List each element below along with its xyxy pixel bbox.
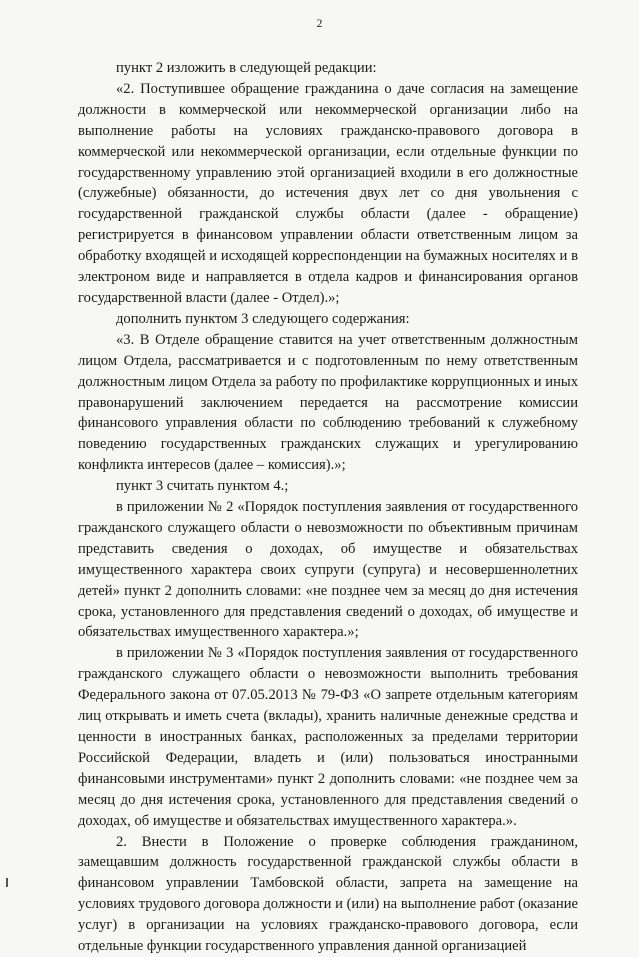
paragraph-appendix-3: в приложении № 3 «Порядок поступления заявления от государственного гражданского служащего области о невозможности выполнить требования Федерального закона от 07.05.2013 № 79-ФЗ «О запрете отдельным категориям лиц открывать и иметь счета (вклады), хранить наличные денежные средства и ценности в иностранных банках, расположенных за пределами территории Российской Федерации, владеть и (или) пользоваться иностранными финансовыми инструментами» пункт 2 дополнить словами: «не позднее чем за месяц до дня истечения срока, установленного для представления сведений о доходах, об имуществе и обязательствах имущественного характера.». [78,645,578,829]
document-body [78,58,578,957]
paragraph-clause-2-text: «2. Поступившее обращение гражданина о даче согласия на замещение должности в коммерческой или некоммерческой организации либо на выполнение работы на условиях гражданско-правового договора в коммерческой или некоммерческой организации, если отдельные функции по государственному управлению этой организацией входили в его должностные (служебные) обязанности, до истечения двух лет со дня увольнения с государственной гражданской службы области (далее - обращение) регистрируется в финансовом управлении области ответственным лицом за обработку входящей и исходящей корреспонденции на бумажных носителях и в электроном виде и направляется в отдела кадров и финансирования органов государственной власти (далее - Отдел).»; [78,80,578,306]
paragraph-clause-3-intro: дополнить пунктом 3 следующего содержания: [116,310,410,327]
paragraph-renumber: пункт 3 считать пунктом 4.; [116,478,289,495]
scan-margin-mark [6,878,8,887]
paragraph-clause-2-intro: пункт 2 изложить в следующей редакции: [116,60,377,76]
paragraph-clause-3-text: «3. В Отделе обращение ставится на учет ответственным должностным лицом Отдела, рассматривается и с подготовленным по нему ответственным должностным лицом Отдела за работу по профилактике коррупционных и иных правонарушений заключением передается на рассмотрение комиссии финансового управления области по соблюдению требований к служебному поведению государственных гражданских служащих и урегулированию конфликта интересов (далее – комиссия).»; [78,331,578,474]
page-number: 2 [316,18,323,30]
paragraph-item-2: 2. Внести в Положение о проверке соблюдения гражданином, замещавшим должность государственной гражданской службы области в финансовом управлении Тамбовской области, запрета на замещение на условиях трудового договора должности и (или) на выполнение работ (оказание услуг) в организации на условиях гражданско-правового договора, если отдельные функции государственного управления данной организацией [78,833,578,955]
paragraph-appendix-2: в приложении № 2 «Порядок поступления заявления от государственного гражданского служащего области о невозможности по объективным причинам представить сведения о доходах, об имуществе и обязательствах имущественного характера своих супруги (супруга) и несовершеннолетних детей» пункт 2 дополнить словами: «не позднее чем за месяц до дня истечения срока, установленного для представления сведений о доходах, об имуществе и обязательствах имущественного характера.»; [78,499,578,641]
